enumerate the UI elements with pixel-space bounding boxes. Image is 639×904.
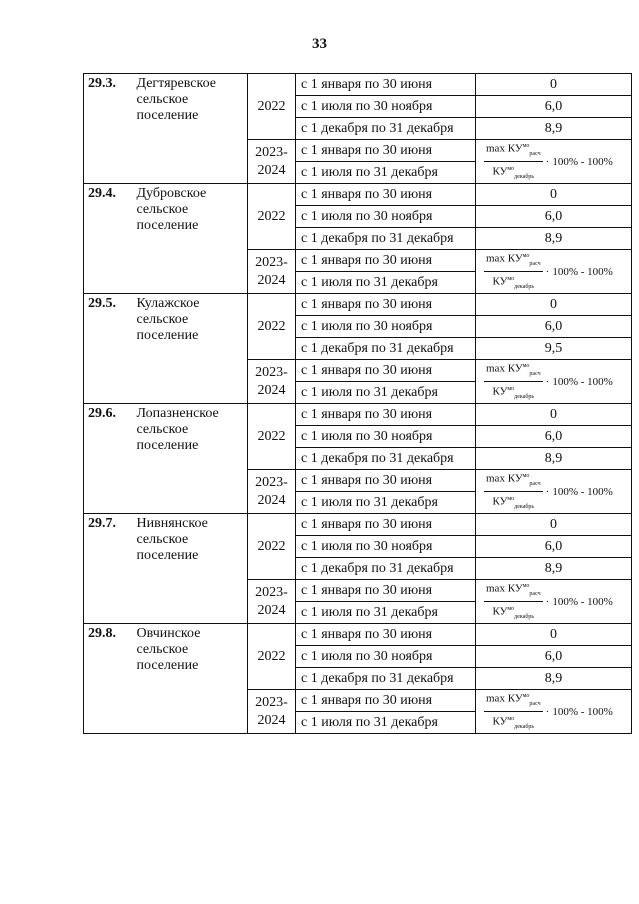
formula-max: max [486,582,505,595]
formula-cell [476,140,632,184]
period-cell: с 1 января по 30 июня [296,624,476,646]
year-cell: 2022 [248,514,296,580]
item-number: 29.4. [84,184,133,294]
year-range-line: 2024 [257,382,286,398]
settlement-name [133,404,248,514]
formula-sub: pасч [529,151,541,157]
period-cell: с 1 декабря по 31 декабря [296,558,476,580]
period-cell: с 1 января по 30 июня [296,514,476,536]
period-cell: с 1 декабря по 31 декабря [296,448,476,470]
year-cell: 2022 [248,404,296,470]
settlement-name-line: поселение [136,218,199,233]
period-cell: с 1 декабря по 31 декабря [296,228,476,250]
value-cell: 6,0 [476,646,632,668]
settlement-name-line: сельское [136,422,189,437]
formula-cell [476,250,632,294]
year-range-line: 2023- [255,584,288,600]
settlement-name [133,294,248,404]
formula-tail: 100% - 100% [552,375,613,388]
year-range-line: 2024 [257,602,286,618]
formula-sup: мо [522,363,530,370]
period-cell: с 1 января по 30 июня [296,360,476,382]
formula-multiplier: · [545,705,550,718]
formula-multiplier: · [545,265,550,278]
formula-ku: КУ [492,275,508,288]
formula-fraction [484,470,543,513]
settlement-name-line: сельское [136,642,189,657]
table-row [84,184,632,206]
year-range-cell [248,360,296,404]
tariff-table [83,73,632,734]
value-cell: 0 [476,294,632,316]
settlement-name [133,184,248,294]
formula-denominator [490,382,536,403]
formula-max: max [486,142,505,155]
formula-fraction [484,360,543,403]
year-range-line: 2023- [255,364,288,380]
formula-max: max [486,362,505,375]
formula [484,580,613,623]
formula-tail: 100% - 100% [552,155,613,168]
period-cell: с 1 июля по 31 декабря [296,602,476,624]
formula [484,360,613,403]
formula-numerator [484,360,543,382]
year-range-line: 2024 [257,272,286,288]
period-cell: с 1 июля по 31 декабря [296,162,476,184]
formula-ku: КУ [507,142,523,155]
item-number: 29.3. [84,74,133,184]
year-range-line: 2023- [255,144,288,160]
formula-tail: 100% - 100% [552,265,613,278]
period-cell: с 1 июля по 30 ноября [296,96,476,118]
formula-sup: мо [507,716,515,722]
formula [484,470,613,513]
formula-max: max [486,472,505,485]
period-cell: с 1 января по 30 июня [296,580,476,602]
year-range-line: 2023- [255,474,288,490]
formula-denominator [490,712,536,733]
value-cell: 8,9 [476,228,632,250]
table-row [84,624,632,646]
formula-cell [476,690,632,734]
item-number: 29.6. [84,404,133,514]
formula-tail: 100% - 100% [552,595,613,608]
year-range-cell [248,250,296,294]
item-number: 29.7. [84,514,133,624]
formula-numerator [484,690,543,712]
year-range-cell [248,140,296,184]
formula-multiplier: · [545,375,550,388]
formula-cell [476,580,632,624]
settlement-name [133,74,248,184]
formula-ku: КУ [507,692,523,705]
formula-numerator [484,140,543,162]
period-cell: с 1 июля по 30 ноября [296,646,476,668]
formula-numerator [484,470,543,492]
formula [484,690,613,733]
formula-sup: мо [522,473,530,480]
value-cell: 6,0 [476,426,632,448]
formula-ku: КУ [492,495,508,508]
period-cell: с 1 июля по 31 декабря [296,272,476,294]
formula-sub: декабрь [514,723,535,730]
formula-tail: 100% - 100% [552,485,613,498]
period-cell: с 1 июля по 31 декабря [296,382,476,404]
formula-ku: КУ [492,385,508,398]
formula-fraction [484,580,543,623]
formula-tail: 100% - 100% [552,705,613,718]
period-cell: с 1 июля по 30 ноября [296,536,476,558]
settlement-name-line: поселение [136,328,199,343]
formula-sup: мо [522,693,530,700]
year-range-cell [248,690,296,734]
item-number: 29.8. [84,624,133,734]
table-row [84,74,632,96]
formula-ku: КУ [492,715,508,728]
period-cell: с 1 января по 30 июня [296,690,476,712]
formula-cell [476,470,632,514]
formula-sup: мо [522,143,530,150]
formula-sup: мо [522,253,530,260]
year-range-line: 2023- [255,254,288,270]
formula-multiplier: · [545,155,550,168]
formula [484,140,613,183]
settlement-name-line: сельское [136,202,189,217]
settlement-name-line: поселение [136,108,199,123]
formula-sub: pасч [529,481,541,487]
year-range-line: 2024 [257,492,286,508]
period-cell: с 1 декабря по 31 декабря [296,668,476,690]
formula-sub: декабрь [514,393,535,400]
formula-numerator [484,580,543,602]
formula-sup: мо [507,386,515,392]
formula-denominator [490,492,536,513]
formula-max: max [486,252,505,265]
value-cell: 0 [476,514,632,536]
period-cell: с 1 июля по 31 декабря [296,492,476,514]
formula-sub: декабрь [514,173,535,180]
formula-sub: pасч [529,261,541,267]
formula-sup: мо [507,166,515,172]
formula-cell [476,360,632,404]
year-cell: 2022 [248,624,296,690]
formula-sub: декабрь [514,283,535,290]
formula-ku: КУ [507,472,523,485]
period-cell: с 1 января по 30 июня [296,74,476,96]
formula-sub: декабрь [514,503,535,510]
value-cell: 0 [476,624,632,646]
settlement-name-line: сельское [136,92,189,107]
period-cell: с 1 января по 30 июня [296,250,476,272]
formula-max: max [486,692,505,705]
formula-sup: мо [507,606,515,612]
period-cell: с 1 января по 30 июня [296,184,476,206]
year-range-cell [248,470,296,514]
value-cell: 9,5 [476,338,632,360]
year-cell: 2022 [248,184,296,250]
value-cell: 0 [476,74,632,96]
value-cell: 8,9 [476,558,632,580]
settlement-name-line: Лопазненское [136,406,219,421]
year-range-cell [248,580,296,624]
period-cell: с 1 июля по 31 декабря [296,712,476,734]
year-range-line: 2024 [257,712,286,728]
value-cell: 6,0 [476,536,632,558]
formula-ku: КУ [492,165,508,178]
period-cell: с 1 декабря по 31 декабря [296,118,476,140]
settlement-name-line: поселение [136,438,199,453]
settlement-name-line: поселение [136,548,199,563]
formula-sup: мо [522,583,530,590]
formula-multiplier: · [545,595,550,608]
formula-fraction [484,140,543,183]
settlement-name-line: Кулажское [136,296,200,311]
formula-multiplier: · [545,485,550,498]
value-cell: 8,9 [476,448,632,470]
settlement-name-line: поселение [136,658,199,673]
value-cell: 8,9 [476,118,632,140]
settlement-name-line: Дубровское [136,186,207,201]
settlement-name-line: Дегтяревское [136,76,216,91]
year-range-line: 2023- [255,694,288,710]
page-number: 33 [312,36,327,52]
year-cell: 2022 [248,294,296,360]
period-cell: с 1 января по 30 июня [296,294,476,316]
period-cell: с 1 января по 30 июня [296,404,476,426]
formula-numerator [484,250,543,272]
table-row [84,294,632,316]
formula-denominator [490,162,536,183]
formula-fraction [484,250,543,293]
value-cell: 0 [476,404,632,426]
year-cell: 2022 [248,74,296,140]
formula-sub: декабрь [514,613,535,620]
settlement-name-line: сельское [136,312,189,327]
value-cell: 6,0 [476,96,632,118]
table-row [84,404,632,426]
formula-sub: pасч [529,371,541,377]
period-cell: с 1 июля по 30 ноября [296,426,476,448]
value-cell: 0 [476,184,632,206]
settlement-name-line: сельское [136,532,189,547]
settlement-name [133,624,248,734]
table-row [84,514,632,536]
period-cell: с 1 января по 30 июня [296,140,476,162]
value-cell: 6,0 [476,206,632,228]
formula-denominator [490,272,536,293]
formula-fraction [484,690,543,733]
formula-sub: pасч [529,701,541,707]
formula-ku: КУ [492,605,508,618]
formula-denominator [490,602,536,623]
settlement-name-line: Овчинское [136,626,201,641]
formula-sub: pасч [529,591,541,597]
item-number: 29.5. [84,294,133,404]
period-cell: с 1 декабря по 31 декабря [296,338,476,360]
value-cell: 8,9 [476,668,632,690]
formula-ku: КУ [507,582,523,595]
period-cell: с 1 июля по 30 ноября [296,316,476,338]
formula-sup: мо [507,276,515,282]
settlement-name [133,514,248,624]
formula [484,250,613,293]
period-cell: с 1 июля по 30 ноября [296,206,476,228]
year-range-line: 2024 [257,162,286,178]
formula-ku: КУ [507,362,523,375]
formula-ku: КУ [507,252,523,265]
value-cell: 6,0 [476,316,632,338]
period-cell: с 1 января по 30 июня [296,470,476,492]
settlement-name-line: Нивнянское [136,516,208,531]
formula-sup: мо [507,496,515,502]
